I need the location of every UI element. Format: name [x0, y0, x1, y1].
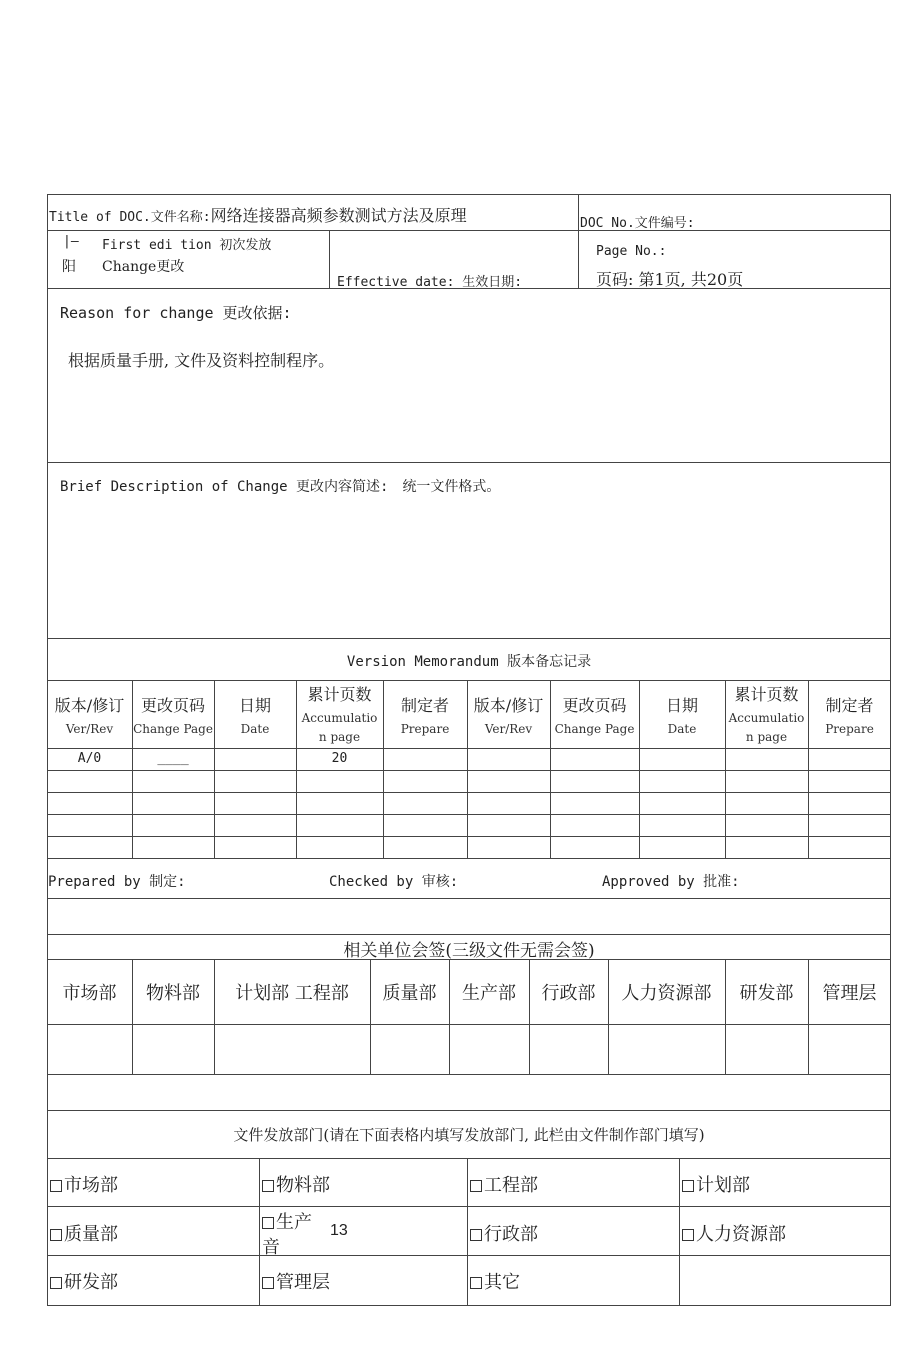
countersign-dept-hr: 人力资源部	[621, 983, 712, 1004]
memo-header-prepare-2: 制定者 Prepare	[825, 696, 874, 736]
first-edition-option[interactable]: First edi tion 初次发放	[102, 238, 272, 253]
brief-text: 统一文件格式。	[402, 479, 501, 495]
title-value: 网络连接器高频参数测试方法及原理	[210, 206, 467, 225]
checkbox-icon	[682, 1180, 694, 1192]
dist-production-suffix: 音	[262, 1237, 280, 1258]
memo-header-date-2: 日期 Date	[665, 696, 698, 736]
memo-header-accumulation: 累计页数 Accumulation page	[301, 685, 378, 744]
dist-rnd-checkbox[interactable]: 研发部	[50, 1268, 118, 1294]
checkbox-icon	[682, 1229, 694, 1241]
dist-other-checkbox[interactable]: 其它	[470, 1268, 520, 1294]
countersign-title: 相关单位会签(三级文件无需会签)	[343, 941, 595, 961]
dist-engineering-checkbox[interactable]: 工程部	[470, 1171, 538, 1197]
memo-header-ver-rev: 版本/修订 Ver/Rev	[54, 696, 125, 736]
doc-number-label: DOC No.文件编号:	[580, 216, 695, 231]
page-count: 页码: 第1页, 共20页	[596, 270, 744, 289]
dist-hr-checkbox[interactable]: 人力资源部	[682, 1220, 786, 1246]
dist-material-checkbox[interactable]: 物料部	[262, 1171, 330, 1197]
dist-quality-checkbox[interactable]: 质量部	[50, 1220, 118, 1246]
change-prefix: 阳	[62, 259, 76, 275]
countersign-dept-admin: 行政部	[541, 983, 596, 1004]
memo-row1-accumulation: 20	[331, 751, 348, 766]
memo-header-ver-rev-2: 版本/修订 Ver/Rev	[473, 696, 544, 736]
reason-text: 根据质量手册, 文件及资料控制程序。	[68, 351, 335, 370]
checkbox-icon	[50, 1180, 62, 1192]
title-label: Title of DOC.文件名称:	[49, 210, 211, 225]
reason-label: Reason for change 更改依据:	[60, 304, 292, 322]
brief-label-text: Brief Description of Change 更改内容简述:	[60, 479, 389, 495]
countersign-dept-quality: 质量部	[382, 983, 437, 1004]
checkbox-icon	[262, 1277, 274, 1289]
memo-row1-change-page: ____	[157, 751, 189, 766]
memo-header-prepare: 制定者 Prepare	[400, 696, 450, 736]
countersign-dept-market: 市场部	[62, 983, 117, 1004]
checkbox-icon	[50, 1277, 62, 1289]
checkbox-icon	[470, 1229, 482, 1241]
countersign-dept-rnd: 研发部	[739, 983, 794, 1004]
checkbox-icon	[262, 1217, 274, 1229]
dist-market-checkbox[interactable]: 市场部	[50, 1171, 118, 1197]
checkbox-icon	[470, 1277, 482, 1289]
checkbox-icon	[262, 1180, 274, 1192]
checkbox-icon	[50, 1229, 62, 1241]
stray-number: 13	[330, 1222, 348, 1239]
countersign-dept-material: 物料部	[146, 983, 200, 1004]
countersign-dept-planning-engineering: 计划部 工程部	[235, 983, 349, 1004]
first-edition-prefix: |—	[63, 234, 79, 249]
dist-admin-checkbox[interactable]: 行政部	[470, 1220, 538, 1246]
memo-title: Version Memorandum 版本备忘记录	[346, 654, 592, 670]
memo-row1-ver: A/0	[77, 751, 102, 766]
checked-by-label: Checked by 审核:	[329, 874, 459, 890]
dist-planning-checkbox[interactable]: 计划部	[682, 1171, 750, 1197]
memo-header-change-page-2: 更改页码 Change Page	[554, 696, 635, 736]
doc-title	[49, 203, 467, 226]
distribution-title: 文件发放部门(请在下面表格内填写发放部门, 此栏由文件制作部门填写)	[233, 1126, 705, 1144]
approved-by-label: Approved by 批准:	[602, 874, 740, 890]
checkbox-icon	[470, 1180, 482, 1192]
brief-label	[60, 476, 500, 496]
countersign-dept-management: 管理层	[822, 983, 877, 1004]
page-no-label: Page No.:	[596, 244, 667, 259]
prepared-by-label: Prepared by 制定:	[48, 874, 186, 890]
dist-management-checkbox[interactable]: 管理层	[262, 1268, 330, 1294]
countersign-dept-production: 生产部	[462, 983, 516, 1004]
memo-header-change-page: 更改页码 Change Page	[133, 696, 213, 736]
memo-header-date: 日期 Date	[238, 696, 271, 736]
effective-date-label: Effective date: 生效日期:	[337, 275, 523, 290]
dist-production-checkbox[interactable]: 生产	[262, 1208, 312, 1234]
change-option[interactable]: Change更改	[102, 259, 185, 275]
memo-header-accumulation-2: 累计页数 Accumulation page	[728, 685, 805, 744]
